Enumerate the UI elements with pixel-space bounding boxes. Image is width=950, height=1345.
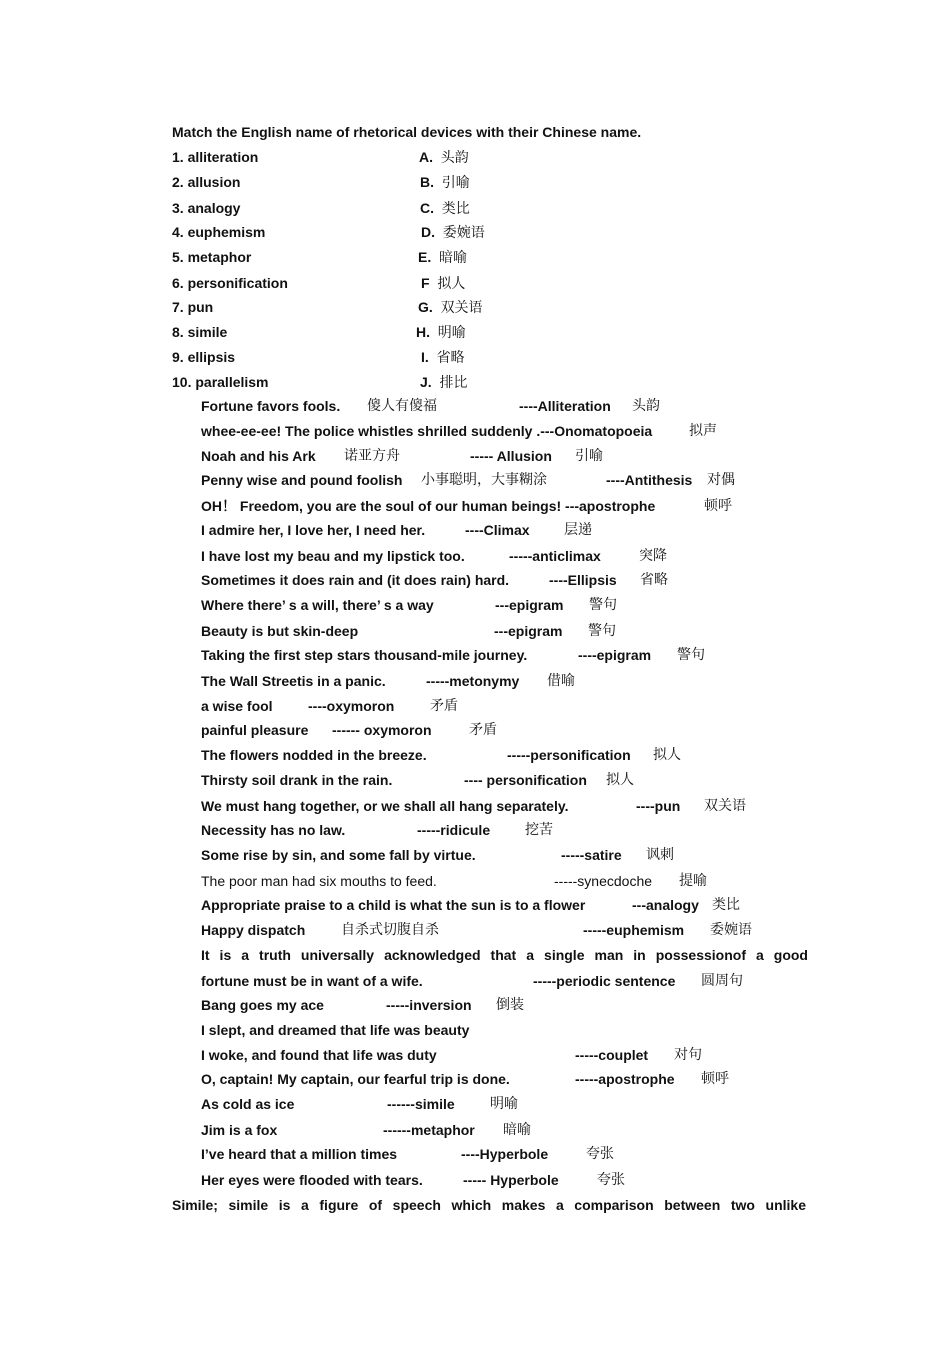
example-text: Penny wise and pound foolish bbox=[201, 472, 403, 488]
match-letter: J. bbox=[420, 374, 432, 390]
example-chinese-translation: 自杀式切腹自杀 bbox=[341, 922, 439, 938]
example-text: O, captain! My captain, our fearful trip is done. bbox=[201, 1071, 510, 1087]
example-device: -----inversion bbox=[386, 997, 472, 1013]
match-letter: E. bbox=[418, 249, 432, 265]
example-device: ----Climax bbox=[465, 522, 530, 538]
example-device: ----Antithesis bbox=[606, 472, 693, 488]
example-text: Noah and his Ark bbox=[201, 448, 316, 464]
example-device-chinese: 挖苦 bbox=[525, 822, 553, 838]
example-device: -----ridicule bbox=[417, 822, 491, 838]
match-chinese: 排比 bbox=[439, 375, 468, 391]
example-device-chinese: 明喻 bbox=[490, 1096, 518, 1112]
match-chinese: 省略 bbox=[436, 350, 465, 366]
example-device-chinese: 引喻 bbox=[575, 448, 603, 464]
example-device-chinese: 倒装 bbox=[496, 997, 524, 1013]
example-device-chinese: 拟人 bbox=[606, 772, 634, 788]
match-letter: C. bbox=[420, 200, 434, 216]
example-device-chinese: 省略 bbox=[640, 572, 668, 588]
example-device-chinese: 警句 bbox=[588, 623, 616, 639]
match-letter: I. bbox=[421, 349, 429, 365]
example-text: We must hang together, or we shall all hang separately. bbox=[201, 798, 569, 814]
example-device-chinese: 矛盾 bbox=[430, 698, 458, 714]
match-answer bbox=[421, 274, 465, 293]
match-answer bbox=[421, 223, 485, 242]
example-device-chinese: 对偶 bbox=[707, 472, 735, 488]
example-device-chinese: 讽刺 bbox=[646, 847, 674, 863]
example-text: OH！ Freedom, you are the soul of our human beings! ---apostrophe bbox=[201, 498, 656, 514]
example-text: Where there’ s a will, there’ s a way bbox=[201, 597, 434, 613]
example-device-chinese: 借喻 bbox=[547, 673, 575, 689]
example-device-chinese: 突降 bbox=[639, 548, 667, 564]
example-device-chinese: 拟声 bbox=[689, 423, 717, 439]
example-device-chinese: 矛盾 bbox=[469, 722, 497, 738]
example-device: -----satire bbox=[561, 847, 622, 863]
match-answer bbox=[419, 148, 469, 167]
match-letter: A. bbox=[419, 149, 433, 165]
example-text: Beauty is but skin-deep bbox=[201, 623, 359, 639]
match-answer bbox=[418, 298, 483, 317]
example-text: The poor man had six mouths to feed. bbox=[201, 873, 437, 889]
match-chinese: 明喻 bbox=[437, 325, 466, 341]
example-device: -----anticlimax bbox=[509, 548, 601, 564]
example-text: I have lost my beau and my lipstick too. bbox=[201, 548, 465, 564]
match-chinese: 暗喻 bbox=[439, 250, 468, 266]
match-answer bbox=[421, 348, 465, 367]
example-device-chinese: 对句 bbox=[674, 1047, 702, 1063]
match-chinese: 类比 bbox=[441, 201, 470, 217]
example-device-chinese: 圆周句 bbox=[701, 973, 743, 989]
example-device: -----synecdoche bbox=[554, 873, 653, 889]
match-term: 2. allusion bbox=[172, 174, 241, 190]
example-text: Some rise by sin, and some fall by virtue. bbox=[201, 847, 476, 863]
example-device: ------metaphor bbox=[383, 1122, 475, 1138]
example-text: I’ve heard that a million times bbox=[201, 1146, 398, 1162]
example-text: Happy dispatch bbox=[201, 922, 306, 938]
match-letter: H. bbox=[416, 324, 430, 340]
example-device-chinese: 夸张 bbox=[597, 1172, 625, 1188]
example-text: Sometimes it does rain and (it does rain) hard. bbox=[201, 572, 510, 588]
match-letter: G. bbox=[418, 299, 433, 315]
match-letter: F bbox=[421, 275, 430, 291]
example-device-chinese: 层递 bbox=[564, 522, 592, 538]
example-text: Fortune favors fools. bbox=[201, 398, 341, 414]
example-text: The flowers nodded in the breeze. bbox=[201, 747, 427, 763]
example-chinese-translation: 傻人有傻福 bbox=[367, 398, 437, 414]
example-device: -----personification bbox=[507, 747, 631, 763]
example-device-chinese: 警句 bbox=[677, 647, 705, 663]
match-term: 9. ellipsis bbox=[172, 349, 236, 365]
match-term: 3. analogy bbox=[172, 200, 241, 216]
page-heading: Match the English name of rhetorical devices with their Chinese name. bbox=[172, 124, 642, 140]
match-term: 10. parallelism bbox=[172, 374, 269, 390]
example-text: I woke, and found that life was duty bbox=[201, 1047, 437, 1063]
example-text: I slept, and dreamed that life was beauty bbox=[201, 1022, 470, 1038]
example-device: ---analogy bbox=[632, 897, 699, 913]
example-device: ----- Allusion bbox=[470, 448, 552, 464]
example-text: As cold as ice bbox=[201, 1096, 295, 1112]
match-answer bbox=[418, 248, 467, 267]
example-text: Necessity has no law. bbox=[201, 822, 346, 838]
match-letter: B. bbox=[420, 174, 434, 190]
example-text: Bang goes my ace bbox=[201, 997, 324, 1013]
example-device-chinese: 委婉语 bbox=[710, 922, 752, 938]
match-answer bbox=[420, 373, 467, 392]
example-device: -----periodic sentence bbox=[533, 973, 676, 989]
match-answer bbox=[416, 323, 466, 342]
example-text: Appropriate praise to a child is what the sun is to a flower bbox=[201, 897, 586, 913]
example-device: ----Hyperbole bbox=[461, 1146, 549, 1162]
example-chinese-translation: 诺亚方舟 bbox=[344, 448, 400, 464]
match-chinese: 头韵 bbox=[440, 150, 469, 166]
match-letter: D. bbox=[421, 224, 435, 240]
example-device-chinese: 头韵 bbox=[632, 398, 660, 414]
match-chinese: 拟人 bbox=[437, 276, 466, 292]
example-text: Jim is a fox bbox=[201, 1122, 278, 1138]
example-text: whee-ee-ee! The police whistles shrilled suddenly .---Onomatopoeia bbox=[201, 423, 653, 439]
example-text: Her eyes were flooded with tears. bbox=[201, 1172, 423, 1188]
match-term: 4. euphemism bbox=[172, 224, 266, 240]
example-device: ------ oxymoron bbox=[332, 722, 432, 738]
example-device-chinese: 夸张 bbox=[586, 1146, 614, 1162]
example-device-chinese: 拟人 bbox=[653, 747, 681, 763]
example-device: -----euphemism bbox=[583, 922, 685, 938]
example-device: ---- personification bbox=[464, 772, 587, 788]
match-answer bbox=[420, 199, 470, 218]
example-device: ----Ellipsis bbox=[549, 572, 617, 588]
example-device: ----- Hyperbole bbox=[463, 1172, 559, 1188]
example-device: -----metonymy bbox=[426, 673, 520, 689]
closing-paragraph: Simile; simile is a figure of speech which makes a comparison between two unlike bbox=[172, 1197, 806, 1213]
example-device-chinese: 提喻 bbox=[679, 873, 707, 889]
example-device: ----epigram bbox=[578, 647, 652, 663]
match-term: 8. simile bbox=[172, 324, 228, 340]
example-text: Taking the first step stars thousand-mile journey. bbox=[201, 647, 528, 663]
example-text-wrapped: It is a truth universally acknowledged that a single man in possessionof a good bbox=[201, 947, 808, 963]
example-device-chinese: 双关语 bbox=[704, 798, 746, 814]
example-device: ----oxymoron bbox=[308, 698, 395, 714]
example-chinese-translation: 小事聪明，大事糊涂 bbox=[421, 472, 547, 488]
example-text: painful pleasure bbox=[201, 722, 309, 738]
example-device-chinese: 类比 bbox=[712, 897, 740, 913]
example-text: I admire her, I love her, I need her. bbox=[201, 522, 426, 538]
example-device: ------simile bbox=[387, 1096, 455, 1112]
example-device: -----apostrophe bbox=[575, 1071, 675, 1087]
example-device: ----pun bbox=[636, 798, 681, 814]
match-answer bbox=[420, 173, 470, 192]
example-device: -----couplet bbox=[575, 1047, 649, 1063]
example-device: ---epigram bbox=[495, 597, 564, 613]
match-chinese: 引喻 bbox=[441, 175, 470, 191]
example-device: ----Alliteration bbox=[519, 398, 611, 414]
example-device-chinese: 暗喻 bbox=[503, 1122, 531, 1138]
match-chinese: 双关语 bbox=[440, 300, 483, 316]
example-text: fortune must be in want of a wife. bbox=[201, 973, 423, 989]
example-text: The Wall Streetis in a panic. bbox=[201, 673, 386, 689]
example-device-chinese: 警句 bbox=[589, 597, 617, 613]
example-text: a wise fool bbox=[201, 698, 273, 714]
example-device-chinese: 顿呼 bbox=[704, 498, 732, 514]
example-device-chinese: 顿呼 bbox=[701, 1071, 729, 1087]
match-term: 5. metaphor bbox=[172, 249, 252, 265]
match-chinese: 委婉语 bbox=[442, 225, 485, 241]
match-term: 7. pun bbox=[172, 299, 214, 315]
match-term: 6. personification bbox=[172, 275, 288, 291]
match-term: 1. alliteration bbox=[172, 149, 259, 165]
example-text: Thirsty soil drank in the rain. bbox=[201, 772, 393, 788]
example-device: ---epigram bbox=[494, 623, 563, 639]
